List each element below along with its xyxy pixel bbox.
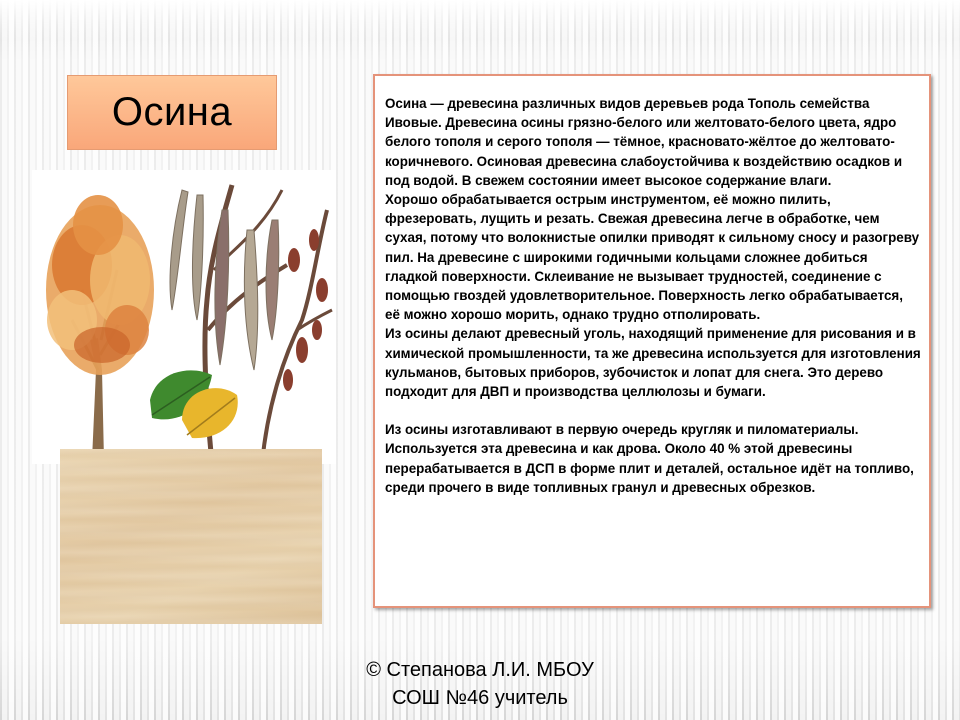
slide-title: Осина: [111, 90, 233, 134]
paragraph-3: Из осины делают древесный уголь, находящий применение для рисования и в химической промышленности, та же древесина используется для изготовления кульманов, бытовых приборов, зубочисток и лопат для снега. Это дерево подходит для ДВП и производства целлюлозы и бумаги.: [385, 326, 921, 400]
paragraph-4: Из осины изготавливают в первую очередь кругляк и пиломатериалы. Используется эта древесина и как дрова. Около 40 % этой древесины перерабатывается в ДСП в форме плит и деталей, остальное идёт на топливо, среди прочего в виде топливных гранул и древесных обрезков.: [385, 422, 914, 495]
paragraph-1: Осина — древесина различных видов деревьев рода Тополь семейства Ивовые. Древесина осины грязно-белого или желтовато-белого цвета, ядро белого тополя и серого тополя — тёмное, красновато-жёлтое до желтовато-коричневого. Осиновая древесина слабоустойчива к воздействию осадков и под водой. В свежем состоянии имеет высокое содержание влаги.: [385, 96, 903, 188]
aspen-illustration: [32, 170, 336, 464]
description-text-box: [373, 74, 931, 608]
paragraph-2: Хорошо обрабатывается острым инструментом, её можно пилить, фрезеровать, лущить и резать. Свежая древесина легче в обработке, чем сухая, потому что волокнистые опилки приводят к сильному сносу и разогреву пил. На древесине с широкими годичными кольцами сложнее добиться гладкой поверхности. Склеивание не вызывает трудностей, соединение с помощью гвоздей удовлетворительное. Поверхность легко обрабатывается, её можно хорошо морить, однако трудно отполировать.: [385, 192, 920, 323]
aspen-botanical-drawing: [32, 170, 336, 464]
title-box: [67, 75, 277, 150]
footer-credit: [300, 656, 660, 712]
footer-line-2: СОШ №46 учитель: [392, 687, 568, 709]
paragraph-gap: [385, 401, 921, 420]
wood-sample-image: [60, 449, 322, 624]
footer-line-1: © Степанова Л.И. МБОУ: [366, 659, 594, 681]
top-band: [0, 0, 960, 40]
